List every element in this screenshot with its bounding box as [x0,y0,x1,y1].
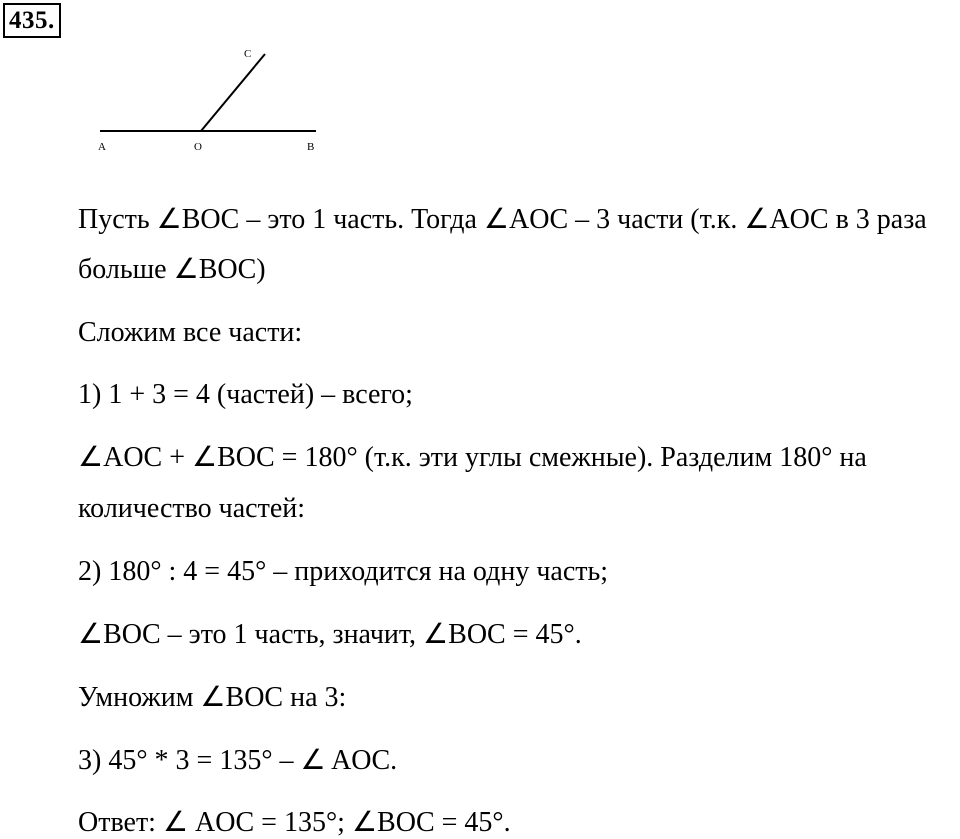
label-a: A [98,141,106,153]
text-line-7: 2) 180° : 4 = 45° – приходится на одну часть; [78,556,609,587]
label-c: C [244,48,252,60]
text-line-6: количество частей: [78,493,306,524]
ray-oc [201,54,265,131]
text-line-3: Сложим все части: [78,317,303,348]
label-o: O [194,141,202,153]
text-line-4: 1) 1 + 3 = 4 (частей) – всего; [78,379,413,410]
text-line-2: больше ∠BOC) [78,254,266,285]
text-line-10: 3) 45° * 3 = 135° – ∠ AOC. [78,745,398,776]
problem-number: 435. [3,3,61,38]
text-line-8: ∠BOC – это 1 часть, значит, ∠BOC = 45°. [78,619,582,650]
label-b: B [307,141,315,153]
text-line-1: Пусть ∠BOC – это 1 часть. Тогда ∠AOC – 3 части (т.к. ∠AOC в 3 раза [78,204,927,235]
text-line-11: Ответ: ∠ AOC = 135°; ∠BOC = 45°. [78,807,511,838]
text-line-9: Умножим ∠BOC на 3: [78,682,347,713]
angle-figure [0,0,360,160]
text-line-5: ∠AOC + ∠BOC = 180° (т.к. эти углы смежные). Разделим 180° на [78,442,867,473]
